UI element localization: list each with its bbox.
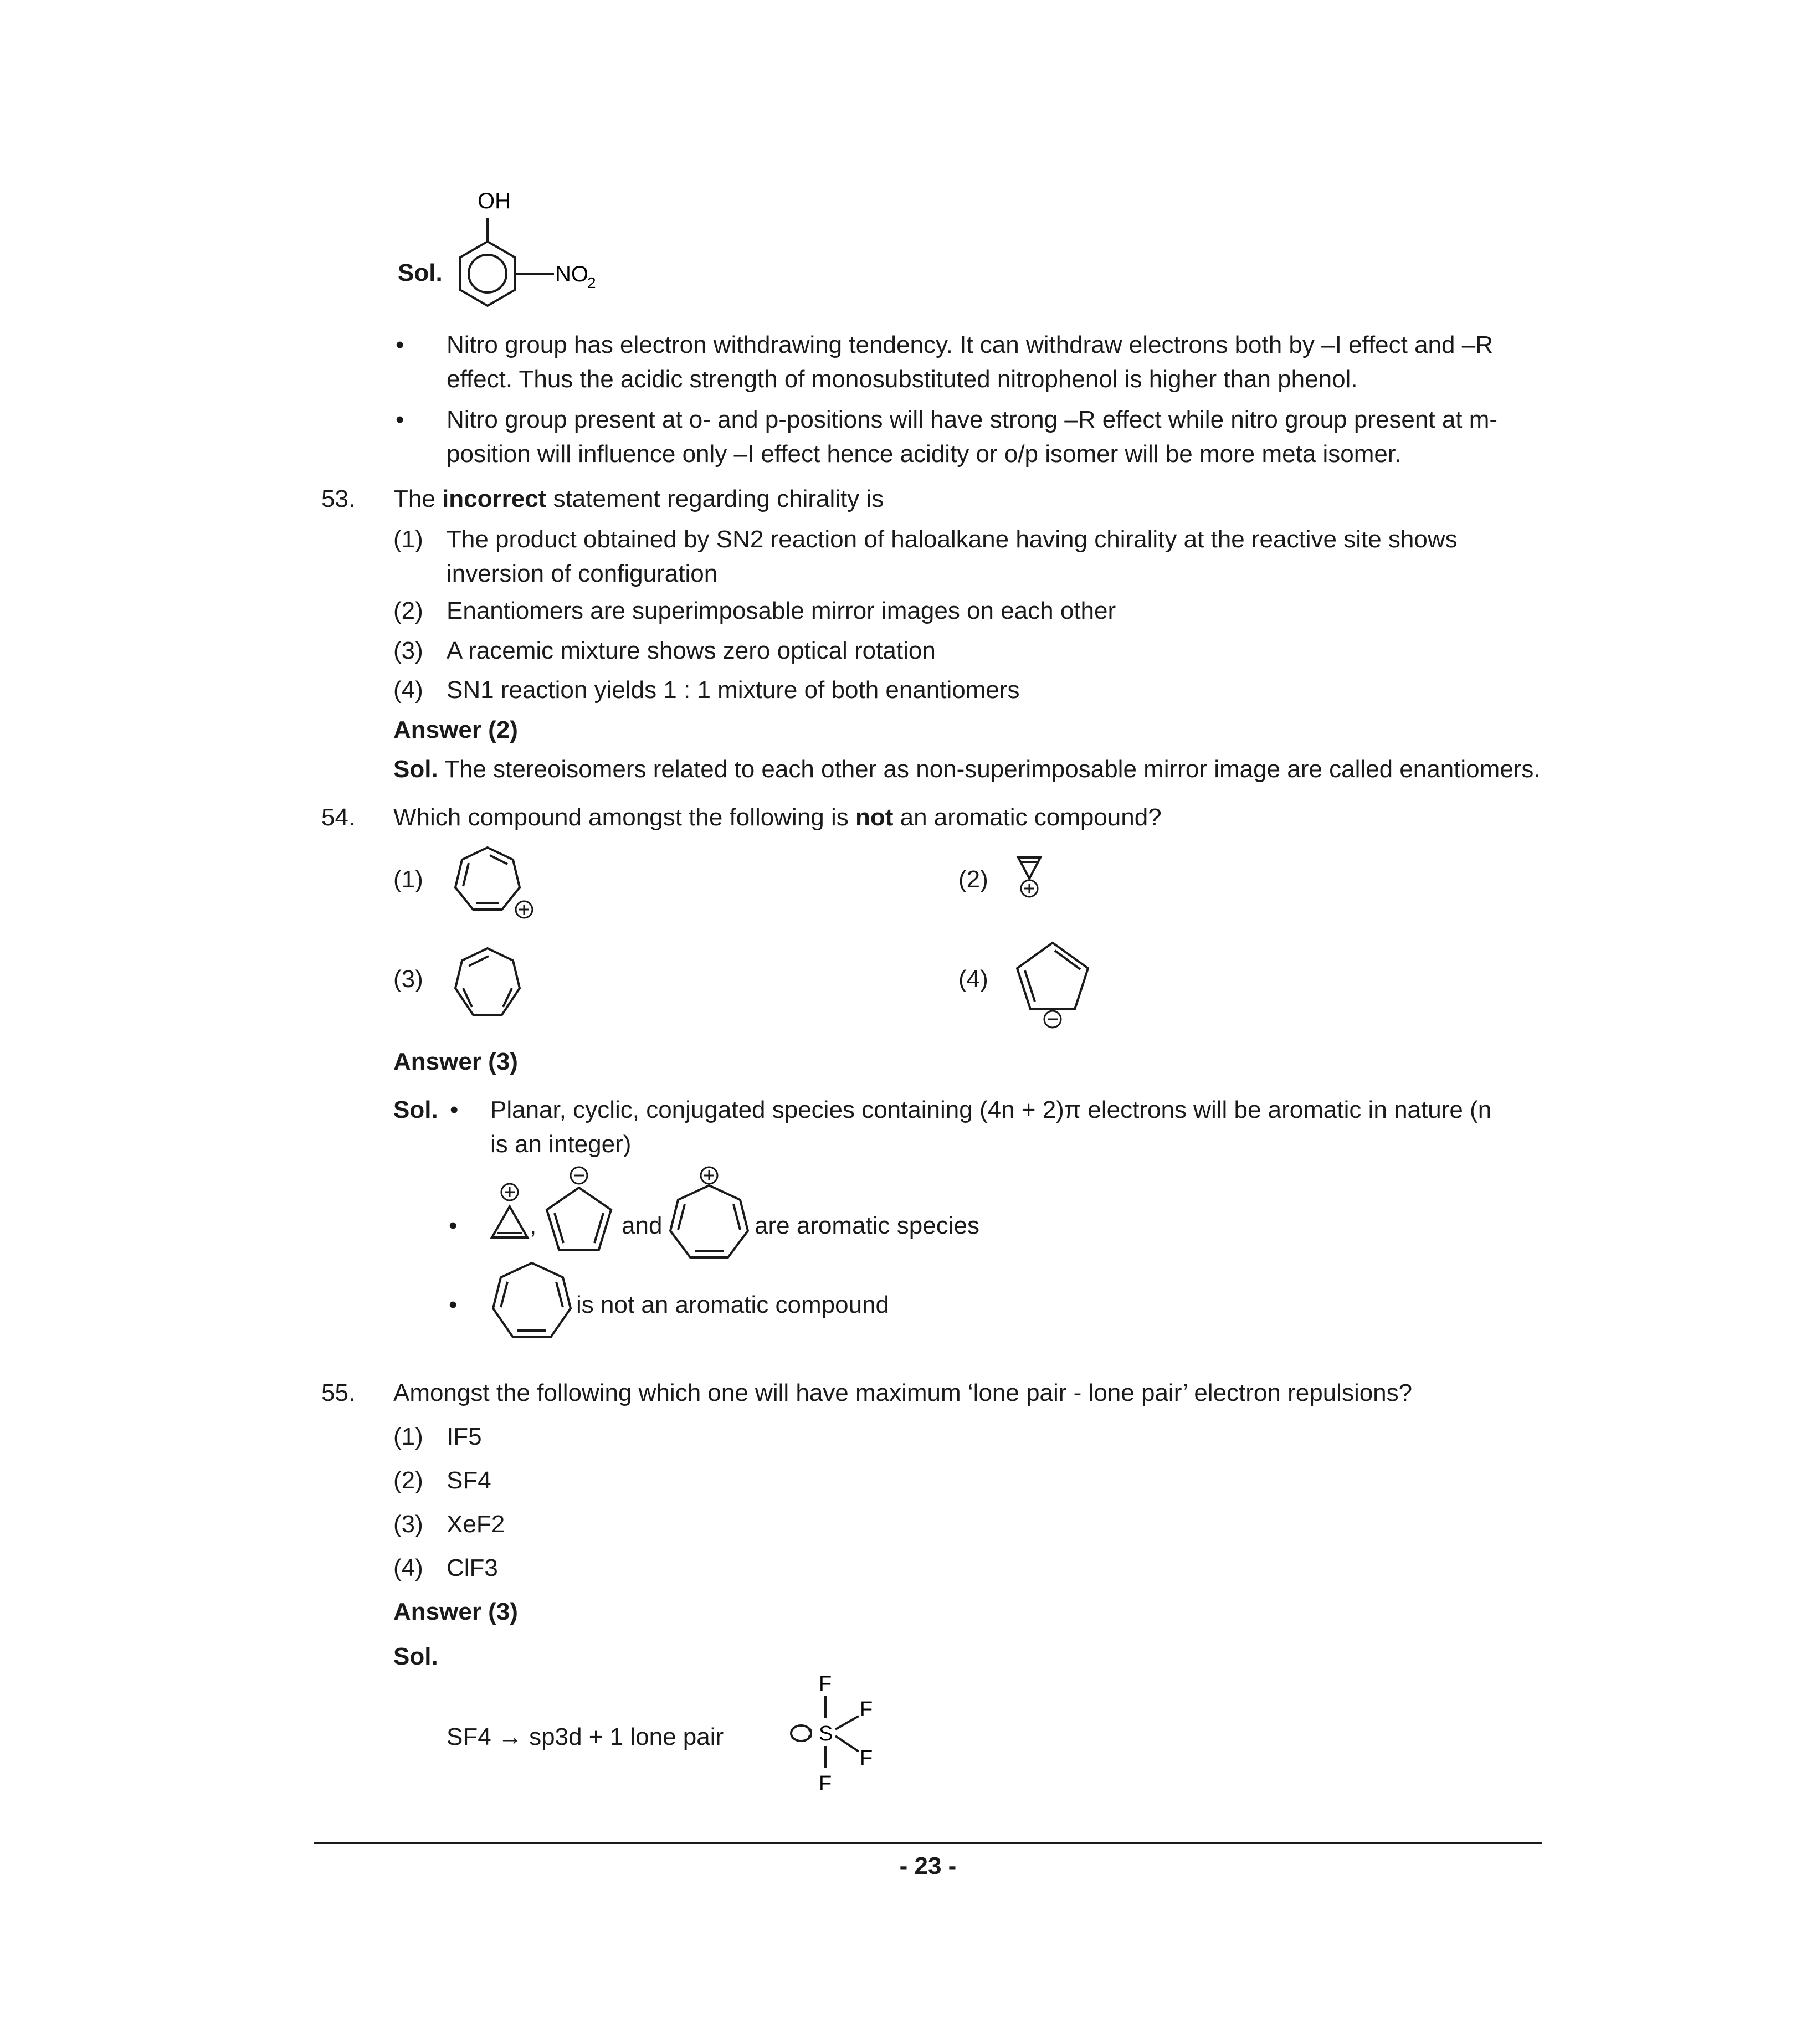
q53-answer: Answer (2) [393, 716, 518, 743]
nitrophenol-structure [443, 183, 626, 321]
f-atom-top: F [819, 1672, 832, 1696]
sf4-structure [781, 1667, 903, 1811]
q55-answer: Answer (3) [393, 1598, 518, 1625]
sf4-hybridisation: SF4 → sp3d + 1 lone pair [447, 1723, 724, 1750]
f-atom-bottom: F [819, 1772, 832, 1795]
q53-option-2: Enantiomers are superimposable mirror images on each other [447, 597, 1116, 624]
q54-answer: Answer (3) [393, 1048, 518, 1075]
q55-stem: Amongst the following which one will have maximum ‘lone pair - lone pair’ electron repulsions? [393, 1379, 1413, 1406]
q53-option-1: The product obtained by SN2 reaction of haloalkane having chirality at the reactive site shows inversion of configuration [447, 526, 1458, 587]
option-number: (4) [393, 1554, 423, 1581]
oh-label: OH [478, 189, 511, 213]
no2-subscript: 2 [587, 274, 596, 291]
option-number: (1) [393, 866, 423, 893]
option-number: (3) [393, 965, 423, 993]
separator-and: and [622, 1212, 663, 1239]
option-2-cyclopropenyl-cation [1014, 853, 1047, 908]
separator-comma: , [530, 1212, 537, 1239]
q55-option-4: ClF3 [447, 1554, 498, 1581]
option-number: (4) [958, 965, 988, 993]
q55-option-3: XeF2 [447, 1511, 505, 1538]
cyclopentadienyl-anion-structure [540, 1163, 618, 1257]
f-atom-right-lower: F [860, 1747, 873, 1770]
q54-stem: Which compound amongst the following is not an aromatic compound? [393, 804, 1162, 831]
no2-label: NO [555, 262, 588, 286]
option-number: (3) [393, 1511, 423, 1538]
q54-aromatic-text: are aromatic species [755, 1212, 979, 1239]
cycloheptatriene-structure [488, 1257, 576, 1346]
aromatic-circle [469, 255, 506, 292]
cyclopropenyl-cation-structure [488, 1180, 532, 1246]
q55-option-2: SF4 [447, 1467, 491, 1494]
bullet-marker: • [396, 331, 404, 358]
q54-not-aromatic-text: is not an aromatic compound [576, 1291, 889, 1318]
sol-label: Sol. [393, 1096, 438, 1123]
q55-option-1: IF5 [447, 1423, 482, 1450]
option-1-cycloheptatrienyl-cation [443, 841, 543, 935]
f-atom-right-upper: F [860, 1698, 873, 1721]
tropylium-cation-structure [665, 1163, 753, 1268]
q52-bullet-2: Nitro group present at o- and p-positions will have strong –R effect while nitro group present at m-position will influence only –I effect hence acidity or o/p isomer will be more meta isomer. [447, 406, 1498, 468]
bullet-marker: • [396, 406, 404, 433]
footer-rule [314, 1842, 1542, 1844]
option-number: (4) [393, 676, 423, 703]
option-3-cycloheptatriene [443, 942, 537, 1030]
q53-option-4: SN1 reaction yields 1 : 1 mixture of both enantiomers [447, 676, 1020, 703]
question-number: 55. [321, 1379, 356, 1406]
q52-bullet-1: Nitro group has electron withdrawing tendency. It can withdraw electrons both by –I effect and –R effect. Thus the acidic strength of monosubstituted nitrophenol is higher than phenol. [447, 331, 1493, 393]
bullet-marker: • [449, 1291, 458, 1318]
option-number: (1) [393, 526, 423, 553]
q53-stem: The incorrect statement regarding chirality is [393, 485, 884, 512]
page-number: - 23 - [899, 1852, 957, 1879]
option-number: (2) [393, 597, 423, 624]
question-number: 53. [321, 485, 356, 512]
question-number: 54. [321, 804, 356, 831]
s-atom: S [819, 1722, 833, 1745]
option-number: (1) [393, 1423, 423, 1450]
bullet-marker: • [449, 1212, 458, 1239]
sol-label: Sol. [393, 1643, 438, 1670]
option-number: (2) [393, 1467, 423, 1494]
option-number: (2) [958, 866, 988, 893]
option-4-cyclopentadienyl-anion [1014, 936, 1102, 1033]
bullet-marker: • [450, 1096, 459, 1123]
sol-label: Sol. [398, 259, 443, 286]
q53-solution: Sol. The stereoisomers related to each other as non-superimposable mirror image are called enantiomers. [393, 756, 1541, 783]
q54-sol-bullet-1: Planar, cyclic, conjugated species containing (4n + 2)π electrons will be aromatic in nature (n is an integer) [490, 1096, 1492, 1158]
q53-option-3: A racemic mixture shows zero optical rotation [447, 637, 936, 664]
lone-pair-lobe [791, 1725, 811, 1741]
option-number: (3) [393, 637, 423, 664]
